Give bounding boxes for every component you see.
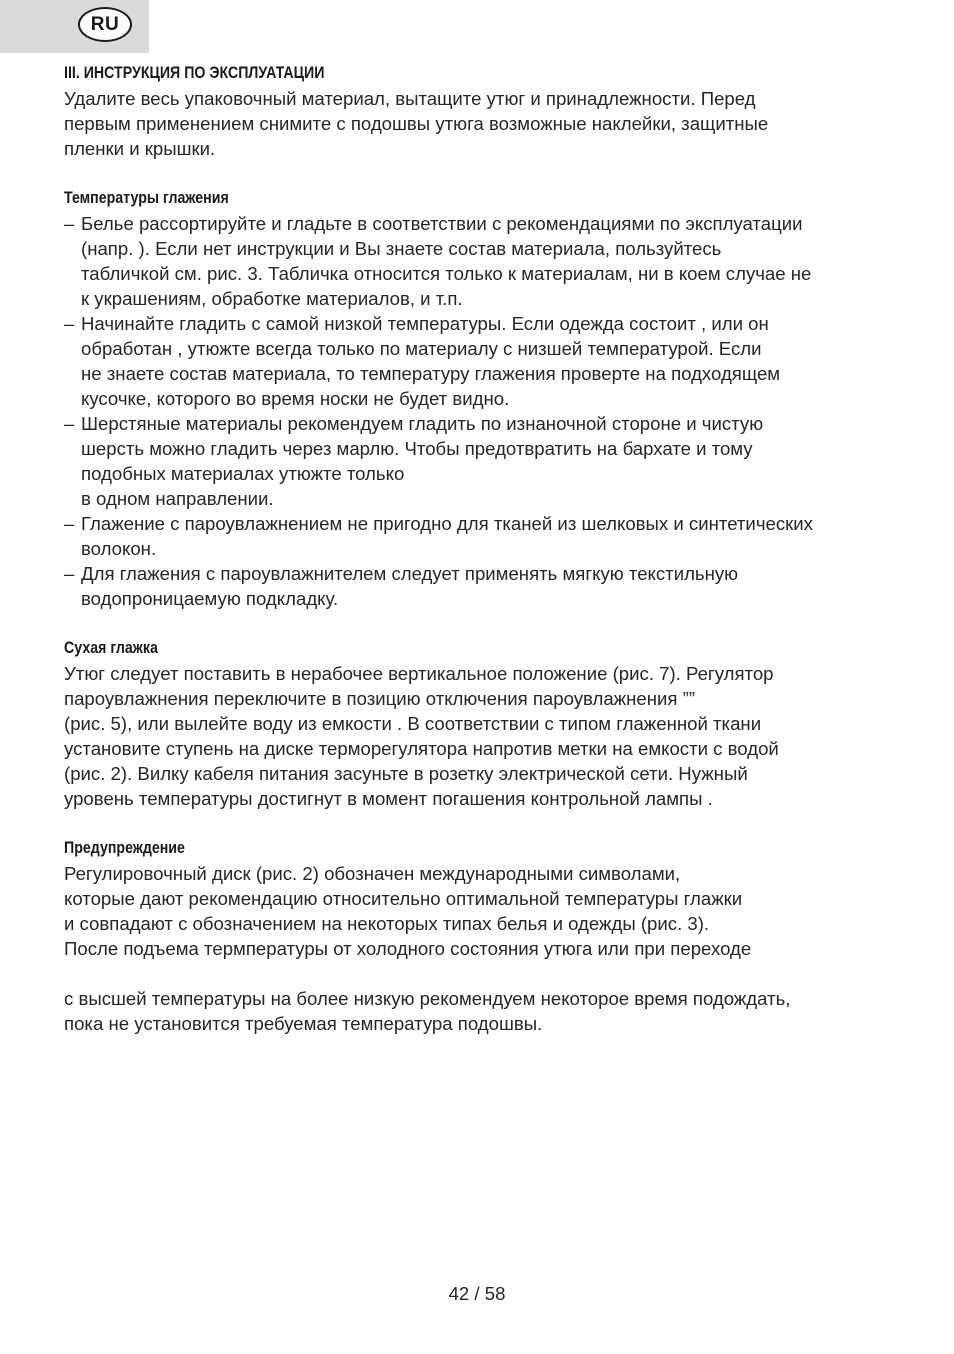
warning-heading: Предупреждение	[64, 839, 185, 857]
text-line: установите ступень на диске терморегулятора напротив метки на емкости с водой	[64, 738, 779, 759]
bullet-dash: –	[64, 513, 75, 534]
bullet-dash: –	[64, 413, 75, 434]
list-item	[64, 511, 904, 561]
language-tab	[0, 0, 149, 53]
text-line: к украшениям, обработке материалов, и т.п.	[81, 288, 463, 309]
text-line: уровень температуры достигнут в момент погашения контрольной лампы .	[64, 788, 713, 809]
text-line: в одном направлении.	[81, 488, 274, 509]
bullet-text: Для глажения с пароувлажнителем следует применять мягкую текстильную	[81, 563, 739, 584]
list-item	[64, 311, 904, 411]
text-line: Регулировочный диск (рис. 2) обозначен международными символами,	[64, 863, 681, 884]
text-line: кусочке, которого во время носки не будет видно.	[81, 388, 510, 409]
list-item	[64, 561, 904, 611]
text-line: которые дают рекомендацию относительно оптимальной температуры глажки	[64, 888, 743, 909]
text-line: не знаете состав материала, то температуру глажения проверте на подходящем	[81, 363, 781, 384]
bullet-text: Шерстяные материалы рекомендуем гладить по изнаночной стороне и чистую	[81, 413, 764, 434]
text-line: обработан , утюжте всегда только по материалу с низшей температурой. Если	[81, 338, 762, 359]
text-line	[64, 561, 904, 586]
text-line: подобных материалах утюжте только	[81, 463, 405, 484]
text-line: пока не установится требуемая температура подошвы.	[64, 1013, 543, 1034]
intro-paragraph	[64, 86, 904, 161]
bullet-text: Глажение с пароувлажнением не пригодно для тканей из шелковых и синтетических	[81, 513, 813, 534]
text-line	[64, 211, 904, 236]
ironing-temperatures-heading: Температуры глажения	[64, 189, 229, 207]
ironing-temperatures-list	[64, 211, 904, 611]
text-line: табличкой см. рис. 3. Табличка относится только к материалам, ни в коем случае не	[81, 263, 812, 284]
bullet-dash: –	[64, 313, 75, 334]
text-line: водопроницаемую подкладку.	[81, 588, 339, 609]
text-line: с высшей температуры на более низкую рекомендуем некоторое время подождать,	[64, 988, 791, 1009]
dry-ironing-paragraph	[64, 661, 904, 811]
blank-line	[64, 961, 904, 986]
section-title: III. ИНСТРУКЦИЯ ПО ЭКСПЛУАТАЦИИ	[64, 64, 325, 82]
text-line: первым применением снимите с подошвы утюга возможные наклейки, защитные	[64, 113, 769, 134]
list-item	[64, 411, 904, 511]
text-line: шерсть можно гладить через марлю. Чтобы предотвратить на бархате и тому	[81, 438, 753, 459]
dry-ironing-heading: Сухая глажка	[64, 639, 158, 657]
text-line: (рис. 5), или вылейте воду из емкости . В соответствии с типом глаженной ткани	[64, 713, 762, 734]
text-line	[64, 511, 904, 536]
text-line: После подъема термпературы от холодного состояния утюга или при переходе	[64, 938, 752, 959]
text-line: Утюг следует поставить в нерабочее вертикальное положение (рис. 7). Регулятор	[64, 663, 774, 684]
bullet-dash: –	[64, 563, 75, 584]
text-line	[64, 311, 904, 336]
text-line: Удалите весь упаковочный материал, вытащите утюг и принадлежности. Перед	[64, 88, 756, 109]
text-line	[64, 411, 904, 436]
text-line: пленки и крышки.	[64, 138, 216, 159]
list-item	[64, 211, 904, 311]
text-line: и совпадают с обозначением на некоторых типах белья и одежды (рис. 3).	[64, 913, 710, 934]
bullet-dash: –	[64, 213, 75, 234]
text-line: (напр. ). Если нет инструкции и Вы знаете состав материала, пользуйтесь	[81, 238, 722, 259]
bullet-text: Начинайте гладить с самой низкой температуры. Если одежда состоит , или он	[81, 313, 769, 334]
page-number: 42 / 58	[448, 1283, 506, 1304]
bullet-text: Белье рассортируйте и гладьте в соответствии с рекомендациями по эксплуатации	[81, 213, 803, 234]
document-body	[64, 61, 904, 1036]
text-line: (рис. 2). Вилку кабеля питания засуньте в розетку электрической сети. Нужный	[64, 763, 748, 784]
text-line: волокон.	[81, 538, 157, 559]
text-line: пароувлажнения переключите в позицию отключения пароувлажнения ””	[64, 688, 696, 709]
warning-paragraph	[64, 861, 904, 1036]
language-badge: RU	[78, 7, 132, 42]
